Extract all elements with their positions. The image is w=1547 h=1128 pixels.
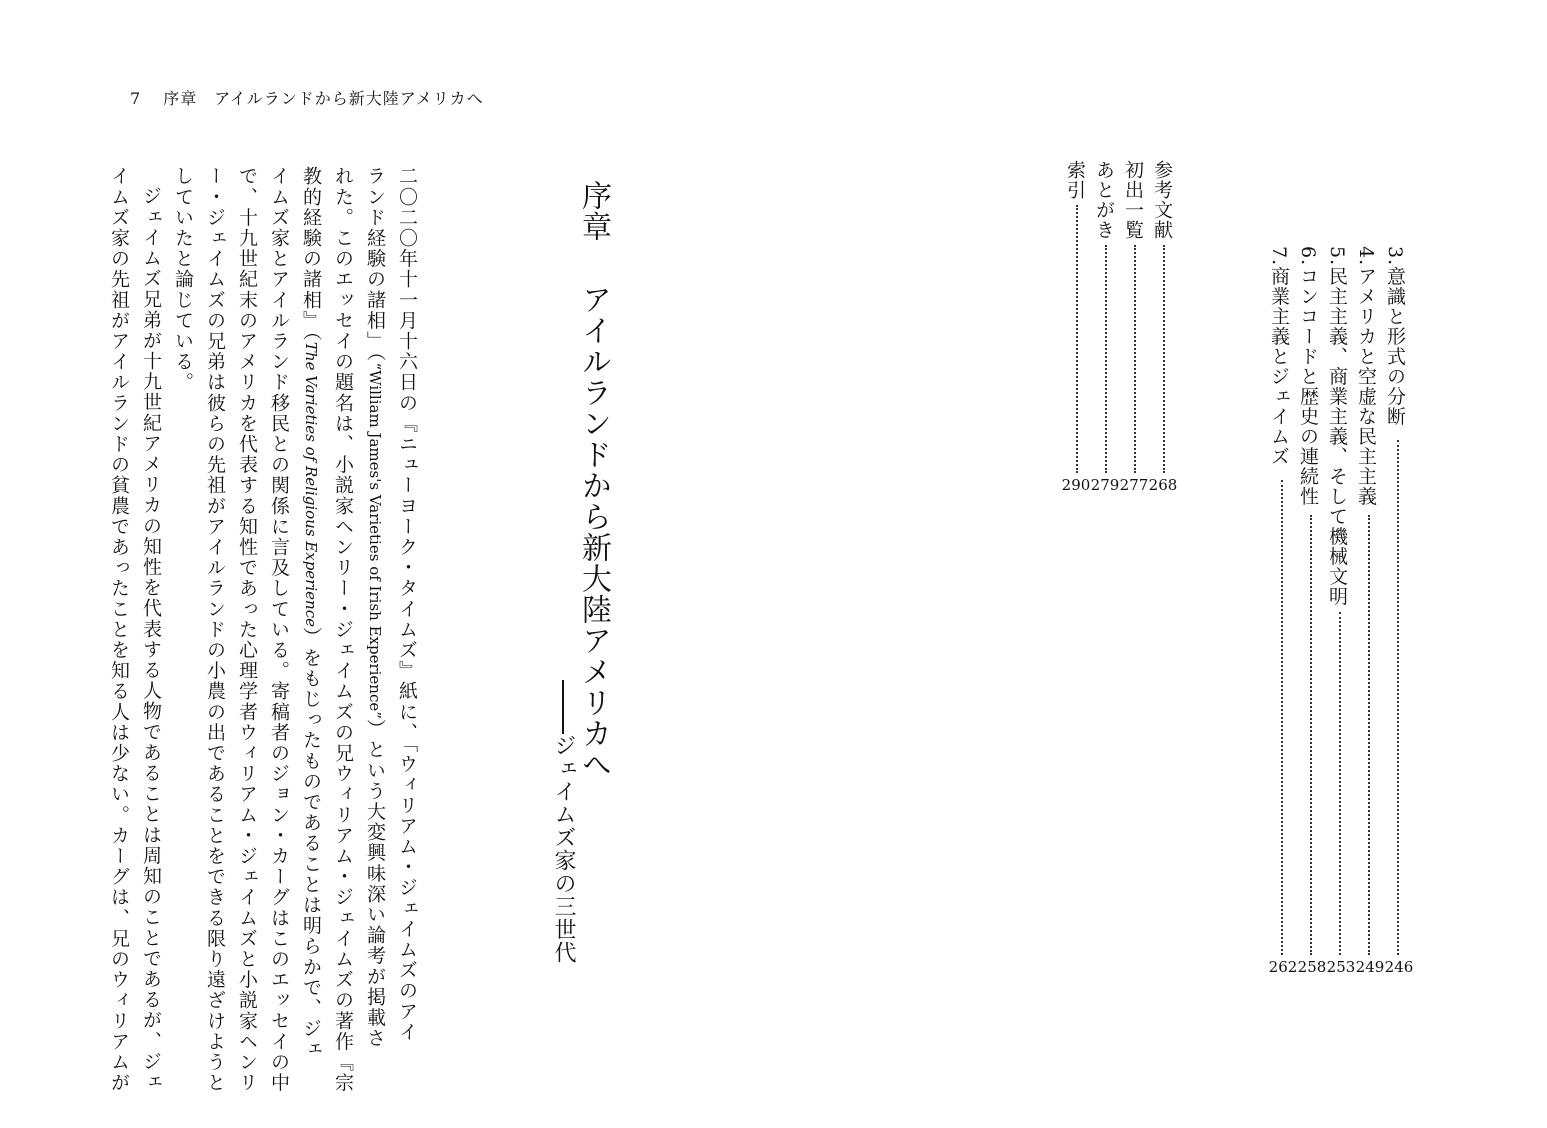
- chapter-subtitle: [552, 680, 574, 964]
- toc-leader-dots: [1368, 515, 1370, 955]
- body-paragraph-line: イムズ家とアイルランド移民との関係に言及している。寄稿者のジョン・カーグはこのエッセイの中: [268, 166, 290, 1093]
- body-paragraph-line: ジェイムズ兄弟が十九世紀アメリカの知性を代表する人物であることは周知のことであるが、ジェ: [140, 186, 162, 1093]
- toc-leader-dots: [1339, 612, 1341, 955]
- toc-leader-dots: [1105, 245, 1107, 473]
- toc-item-number: 5.: [1326, 246, 1348, 267]
- toc-item-label: 参考文献: [1151, 160, 1173, 240]
- toc-leader-dots: [1134, 245, 1136, 473]
- chapter-title: [576, 180, 611, 780]
- toc-page-number: 246: [1384, 958, 1414, 976]
- toc-leader-dots: [1163, 245, 1165, 473]
- toc-item-3[interactable]: [1385, 246, 1404, 426]
- toc-page-number: 249: [1355, 958, 1385, 976]
- toc-item-label: コンコードと歴史の連続性: [1297, 266, 1319, 507]
- body-paragraph-line: ー・ジェイムズの兄弟は彼らの先祖がアイルランドの小農の出であることをできる限り遠ざけようと: [204, 166, 226, 1093]
- toc-first-appearance[interactable]: [1123, 160, 1142, 240]
- toc-page-number: 277: [1119, 476, 1149, 494]
- body-paragraph-line: 二〇二〇年十一月十六日の『ニューヨーク・タイムズ』紙に、「ウィリアム・ジェイムズのアイ: [396, 166, 418, 1043]
- toc-afterword[interactable]: [1094, 160, 1113, 240]
- subtitle-dash: [562, 680, 564, 734]
- toc-page-number: 279: [1090, 476, 1120, 494]
- body-paragraph-line: 教的経験の諸相』（The Varieties of Religious Experience）をもじったものであることは明らかで、ジェ: [300, 166, 322, 1060]
- toc-leader-dots: [1397, 440, 1399, 955]
- toc-item-label: 商業主義とジェイムズ: [1268, 266, 1290, 467]
- toc-item-number: 4.: [1355, 246, 1377, 267]
- toc-references[interactable]: [1152, 160, 1171, 240]
- toc-page-number: 253: [1326, 958, 1356, 976]
- running-header-title: 序章 アイルランドから新大陸アメリカへ: [163, 89, 484, 108]
- toc-item-5[interactable]: [1327, 246, 1346, 606]
- toc-item-label: あとがき: [1093, 160, 1115, 240]
- toc-item-number: 7.: [1268, 246, 1290, 267]
- toc-leader-dots: [1076, 205, 1078, 473]
- chapter-subtitle-text: ジェイムズ家の三世代: [551, 734, 576, 964]
- toc-page-number: 262: [1268, 958, 1298, 976]
- toc-page-number: 268: [1148, 476, 1178, 494]
- toc-page-number: 258: [1297, 958, 1327, 976]
- toc-item-label: 意識と形式の分断: [1384, 266, 1406, 427]
- toc-item-label: 索引: [1064, 160, 1086, 200]
- body-paragraph-line: していたと論じている。: [172, 166, 194, 393]
- toc-item-number: 3.: [1384, 246, 1406, 267]
- body-paragraph-line: イムズ家の先祖がアイルランドの貧農であったことを知る人は少ない。カーグは、兄のウィリアムが: [108, 166, 130, 1093]
- toc-page-number: 290: [1061, 476, 1091, 494]
- toc-item-label: 初出一覧: [1122, 160, 1144, 240]
- running-header: [130, 86, 484, 109]
- toc-item-6[interactable]: [1298, 246, 1317, 506]
- toc-leader-dots: [1281, 480, 1283, 955]
- chapter-title-main: アイルランドから新大陸アメリカへ: [576, 284, 611, 780]
- toc-item-label: 民主主義、商業主義、そして機械文明: [1326, 266, 1348, 607]
- body-paragraph-line: で、十九世紀末のアメリカを代表する知性であった心理学者ウィリアム・ジェイムズと小説家ヘンリ: [236, 166, 258, 1093]
- toc-item-7[interactable]: [1269, 246, 1288, 466]
- toc-item-4[interactable]: [1356, 246, 1375, 506]
- toc-index[interactable]: [1065, 160, 1084, 200]
- body-paragraph-line: れた。このエッセイの題名は、小説家ヘンリー・ジェイムズの兄ウィリアム・ジェイムズの著作『宗: [332, 166, 354, 1093]
- page-number: 7: [130, 89, 142, 108]
- toc-item-label: アメリカと空虚な民主主義: [1355, 266, 1377, 507]
- toc-item-number: 6.: [1297, 246, 1319, 267]
- toc-leader-dots: [1310, 515, 1312, 955]
- body-paragraph-line: ランド経験の諸相」（“William James's Varieties of Irish Experience”）という大変興味深い論考が掲載さ: [364, 166, 386, 1049]
- chapter-title-prefix: 序章: [576, 180, 611, 242]
